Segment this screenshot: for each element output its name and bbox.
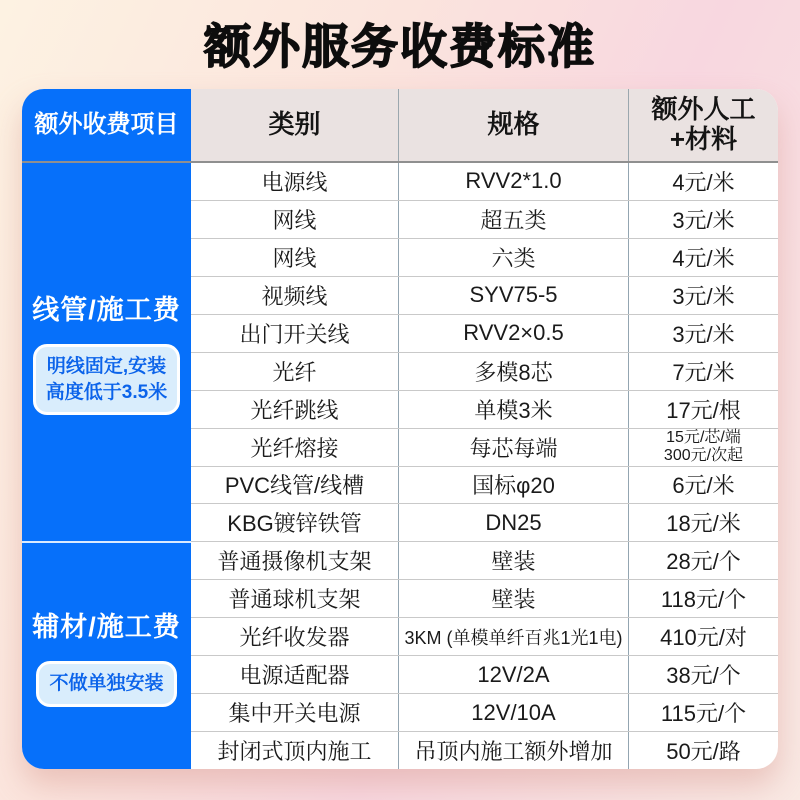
- cell-category: 普通球机支架: [191, 580, 399, 617]
- cell-spec: SYV75-5: [399, 277, 629, 314]
- header-price-text: 额外人工 +材料: [651, 94, 756, 154]
- table-row: [191, 353, 778, 391]
- table-row: [191, 580, 778, 618]
- table-row: [191, 694, 778, 732]
- cell-category: 光纤收发器: [191, 618, 399, 655]
- cell-price: 118元/个: [660, 587, 747, 613]
- cell-category: 封闭式顶内施工: [191, 732, 399, 769]
- cell-spec: 12V/2A: [399, 656, 629, 693]
- cell-category: 光纤熔接: [191, 429, 399, 466]
- header-fee-items: 额外收费项目: [22, 89, 191, 161]
- cell-category: 电源适配器: [191, 656, 399, 693]
- cell-category: 出门开关线: [191, 315, 399, 352]
- section-column: [22, 163, 191, 769]
- cell-category: 视频线: [191, 277, 399, 314]
- cell-price: 6元/米: [672, 473, 735, 499]
- cell-spec: 每芯每端: [399, 429, 629, 466]
- section-note: 不做单独安装: [36, 661, 176, 707]
- cell-spec: 壁装: [399, 580, 629, 617]
- cell-category: 集中开关电源: [191, 694, 399, 731]
- cell-price: 410元/对: [660, 625, 747, 651]
- cell-price: 4元/米: [672, 245, 735, 271]
- cell-price: 50元/路: [666, 739, 741, 765]
- table-body: [22, 163, 778, 769]
- section-label: 辅材/施工费: [32, 611, 181, 642]
- cell-spec: 单模3米: [399, 391, 629, 428]
- cell-spec: 国标φ20: [399, 467, 629, 504]
- cell-spec: 3KM (单模单纤百兆1光1电): [399, 618, 629, 655]
- cell-spec: RVV2×0.5: [399, 315, 629, 352]
- cell-spec: RVV2*1.0: [399, 163, 629, 200]
- cell-price: 7元/米: [672, 359, 735, 385]
- header-price: [629, 89, 778, 161]
- cell-price: 28元/个: [666, 549, 741, 575]
- section-pipes-labor: [22, 163, 191, 541]
- table-row: [191, 239, 778, 277]
- cell-price: 115元/个: [660, 701, 747, 727]
- cell-price: 3元/米: [672, 207, 735, 233]
- page-title: 额外服务收费标准: [204, 20, 596, 73]
- table-row: [191, 391, 778, 429]
- cell-price: 4元/米: [672, 169, 735, 195]
- cell-price: 38元/个: [666, 663, 741, 689]
- table-row: [191, 315, 778, 353]
- cell-category: 网线: [191, 201, 399, 238]
- cell-category: 光纤: [191, 353, 399, 390]
- cell-spec: 多模8芯: [399, 353, 629, 390]
- table-row: [191, 429, 778, 467]
- cell-category: 光纤跳线: [191, 391, 399, 428]
- table-header-row: [22, 89, 778, 163]
- table-row: [191, 277, 778, 315]
- cell-price: 18元/米: [666, 511, 741, 537]
- table-row: [191, 732, 778, 769]
- header-spec: 规格: [399, 89, 629, 161]
- data-rows: [191, 163, 778, 769]
- cell-spec: 超五类: [399, 201, 629, 238]
- cell-price: 3元/米: [672, 283, 735, 309]
- pricing-table: [22, 89, 778, 769]
- table-row: [191, 163, 778, 201]
- cell-price: 15元/芯/端 300元/次起: [663, 428, 744, 465]
- cell-price: 3元/米: [672, 321, 735, 347]
- section-materials-labor: [22, 543, 191, 770]
- cell-category: 电源线: [191, 163, 399, 200]
- cell-spec: 六类: [399, 239, 629, 276]
- section-label: 线管/施工费: [32, 295, 181, 326]
- table-row: [191, 656, 778, 694]
- section-note: 明线固定,安装 高度低于3.5米: [33, 344, 180, 415]
- header-category: 类别: [191, 89, 399, 161]
- cell-spec: 壁装: [399, 542, 629, 579]
- table-row: [191, 467, 778, 505]
- cell-category: KBG镀锌铁管: [191, 504, 399, 541]
- cell-category: PVC线管/线槽: [191, 467, 399, 504]
- cell-spec: 吊顶内施工额外增加: [399, 732, 629, 769]
- table-row: [191, 201, 778, 239]
- cell-spec: DN25: [399, 504, 629, 541]
- cell-category: 普通摄像机支架: [191, 542, 399, 579]
- table-row: [191, 618, 778, 656]
- cell-spec: 12V/10A: [399, 694, 629, 731]
- table-row: [191, 504, 778, 542]
- cell-category: 网线: [191, 239, 399, 276]
- table-row: [191, 542, 778, 580]
- cell-price: 17元/根: [666, 397, 741, 423]
